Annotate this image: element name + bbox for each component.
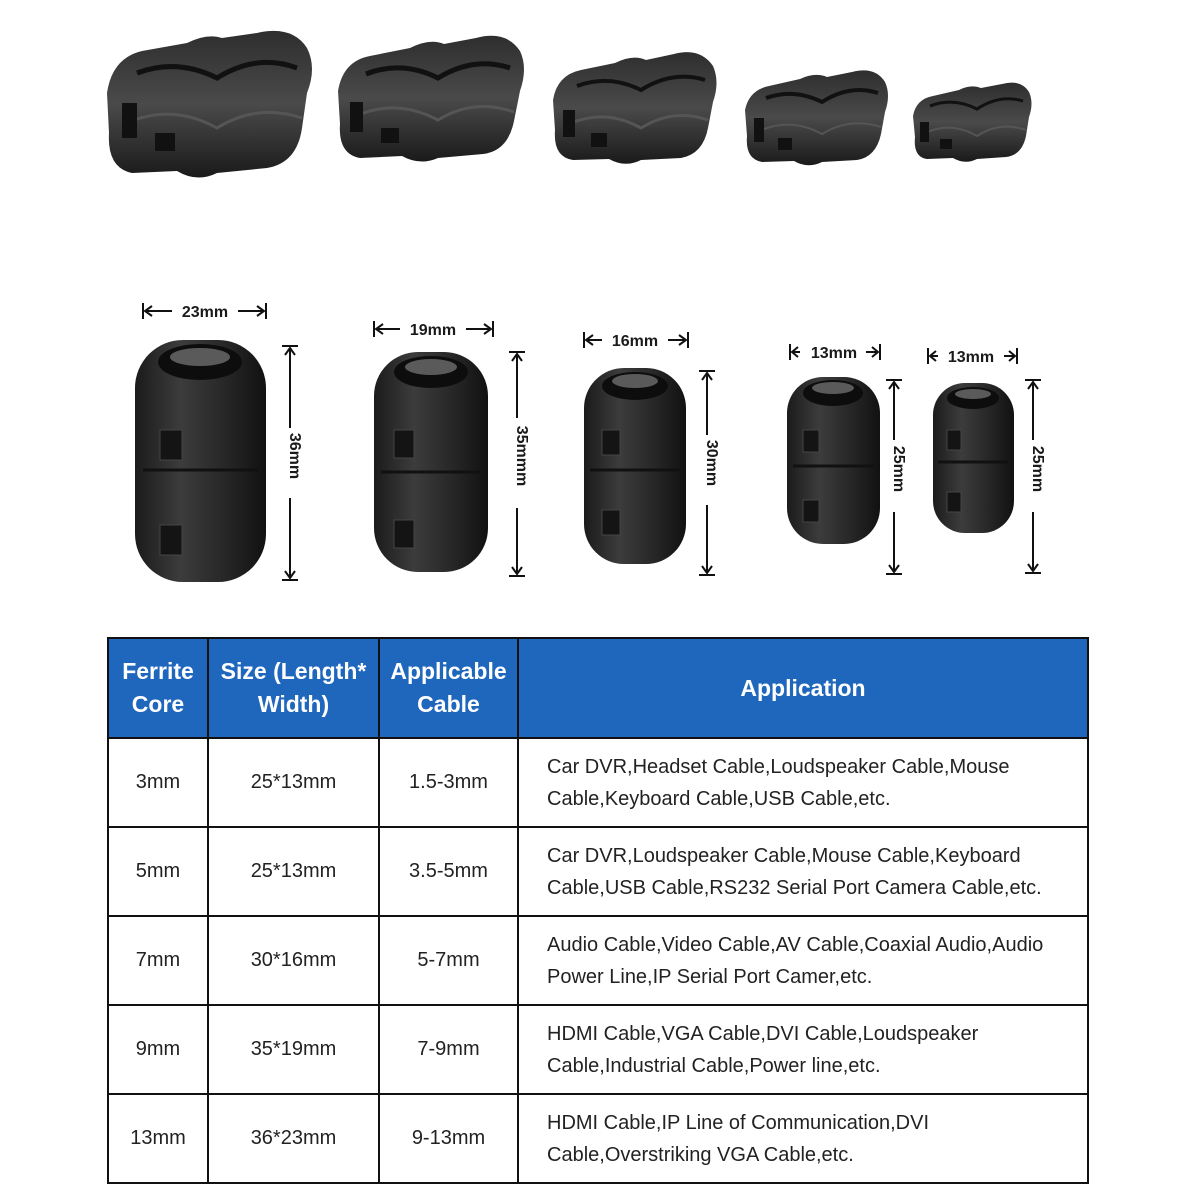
cell-application: HDMI Cable,IP Line of Communication,DVI Cable,Overstriking VGA Cable,etc. <box>518 1094 1088 1183</box>
cell-size: 25*13mm <box>208 738 379 827</box>
width-label-1: 23mm <box>181 304 229 321</box>
closed-core-3 <box>584 368 686 564</box>
table-row <box>108 738 1088 827</box>
cell-cable: 3.5-5mm <box>379 827 518 916</box>
closed-core-2 <box>374 352 488 572</box>
open-core-1 <box>107 31 312 178</box>
width-label-4: 13mm <box>810 345 858 362</box>
cell-cable: 1.5-3mm <box>379 738 518 827</box>
height-label-5: 25mm <box>1029 445 1046 493</box>
spec-table <box>107 637 1089 1184</box>
cell-core: 13mm <box>108 1094 208 1183</box>
header-ferrite-core: Ferrite Core <box>108 638 208 738</box>
cell-application: Car DVR,Loudspeaker Cable,Mouse Cable,Keyboard Cable,USB Cable,RS232 Serial Port Camera Cable,etc. <box>518 827 1088 916</box>
cell-cable: 9-13mm <box>379 1094 518 1183</box>
height-label-4: 25mm <box>890 445 907 493</box>
width-label-3: 16mm <box>611 333 659 350</box>
closed-core-5 <box>933 383 1014 533</box>
open-core-4 <box>745 70 888 165</box>
open-core-2 <box>338 36 524 162</box>
height-label-1: 36mm <box>286 432 303 480</box>
cell-core: 7mm <box>108 916 208 1005</box>
table-row <box>108 827 1088 916</box>
cell-cable: 5-7mm <box>379 916 518 1005</box>
table-header-row <box>108 638 1088 738</box>
header-size: Size (Length*Width) <box>208 638 379 738</box>
closed-core-4 <box>787 377 880 544</box>
table-row <box>108 1005 1088 1094</box>
cell-size: 30*16mm <box>208 916 379 1005</box>
cell-size: 35*19mm <box>208 1005 379 1094</box>
cell-size: 36*23mm <box>208 1094 379 1183</box>
cell-size: 25*13mm <box>208 827 379 916</box>
cell-cable: 7-9mm <box>379 1005 518 1094</box>
table-row <box>108 916 1088 1005</box>
cell-core: 5mm <box>108 827 208 916</box>
cell-application: Car DVR,Headset Cable,Loudspeaker Cable,Mouse Cable,Keyboard Cable,USB Cable,etc. <box>518 738 1088 827</box>
cell-application: Audio Cable,Video Cable,AV Cable,Coaxial Audio,Audio Power Line,IP Serial Port Camer,etc. <box>518 916 1088 1005</box>
height-label-2: 35mmm <box>513 425 530 487</box>
header-application: Application <box>518 638 1088 738</box>
cell-application: HDMI Cable,VGA Cable,DVI Cable,Loudspeaker Cable,Industrial Cable,Power line,etc. <box>518 1005 1088 1094</box>
width-label-5: 13mm <box>947 349 995 366</box>
header-applicable-cable: Applicable Cable <box>379 638 518 738</box>
cell-core: 3mm <box>108 738 208 827</box>
cell-core: 9mm <box>108 1005 208 1094</box>
height-label-3: 30mm <box>703 439 720 487</box>
width-label-2: 19mm <box>409 322 457 339</box>
open-core-5 <box>913 83 1032 162</box>
closed-core-1 <box>135 340 266 582</box>
table-row <box>108 1094 1088 1183</box>
open-core-3 <box>553 52 717 164</box>
